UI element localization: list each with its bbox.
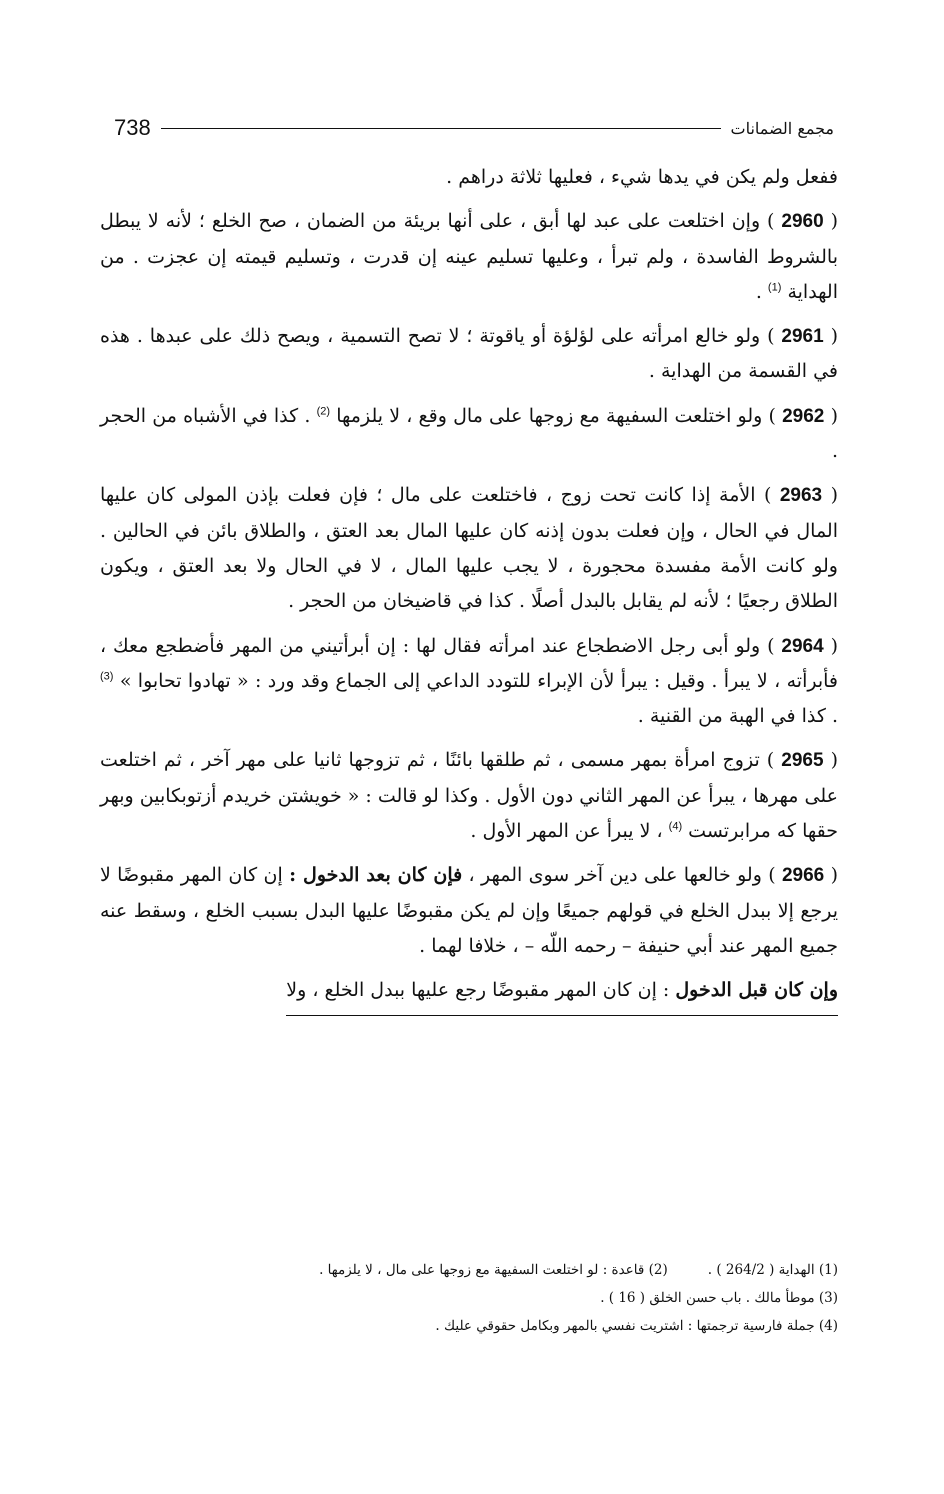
- footnote-1: (1) الهداية ( 264/2 ) .: [707, 1262, 838, 1278]
- paragraph: [100, 160, 838, 195]
- footnote-3: (3) موطأ مالك . باب حسن الخلق ( 16 ) .: [600, 1290, 838, 1306]
- paragraph-text: ففعل ولم يكن في يدها شيء ، فعليها ثلاثة دراهم .: [446, 166, 838, 188]
- footnote-row: [100, 1256, 838, 1284]
- paragraph-text-end: . كذا في الأشباه من الحجر .: [100, 404, 838, 463]
- footnote-row: [100, 1312, 838, 1340]
- paragraph-2962: ( 2962 ) ولو اختلعت السفيهة مع زوجها على مال وقع ، لا يلزمها $^{(2)}$ . كذا في الأشباه من الحجر .: [100, 404, 838, 463]
- footnote-ref: (4): [668, 820, 683, 833]
- header-rule: [161, 128, 721, 129]
- paragraph-continued: [100, 973, 838, 1015]
- paragraph-text: الأمة إذا كانت تحت زوج ، فاختلعت على مال ؛ فإن فعلت بإذن المولى كان عليها المال في الحال ، وإن فعلت بدون إذنه كان عليها المال بعد العتق ، والطلاق بائن في الحالين . ولو كانت الأمة مفسدة محجورة ، لا يجب عليها المال ، لا في الحال ولا بعد العتق ، ويكون الطلاق رجعيًا ؛ لأنه لم يقابل بالبدل أصلًا . كذا في قاضيخان من الحجر .: [100, 484, 838, 613]
- paragraph-text: تزوج امرأة بمهر مسمى ، ثم طلقها بائنًا ، ثم تزوجها ثانيا على مهر آخر ، ثم اختلعت على مهرها ، يبرأ عن المهر الثاني دون الأول . وكذا لو قالت : « خويشتن خريدم أزتوبكابين وبهر حقها كه مرابرتست: [100, 749, 838, 843]
- paragraph-2960: ( 2960 ) وإن اختلعت على عبد لها أبق ، على أنها بريئة من الضمان ، صح الخلع ؛ لأنه لا يبطل بالشروط الفاسدة ، ولم تبرأ ، وعليها تسليم عينه إن قدرت ، وتسليم قيمته إن عجزت . من الهداية $^{(1)}$ .: [100, 210, 839, 303]
- footnote-2: (2) قاعدة : لو اختلعت السفيهة مع زوجها على مال ، لا يلزمها .: [319, 1262, 668, 1278]
- paragraph-number: 2966: [781, 865, 825, 887]
- paragraph-2961: ( 2961 ) ولو خالع امرأته على لؤلؤة أو ياقوتة ؛ لا تصح التسمية ، ويصح ذلك على عبدها . هذه في القسمة من الهداية .: [100, 325, 838, 383]
- paragraph-text: ولو اختلعت السفيهة مع زوجها على مال وقع ، لا يلزمها: [336, 404, 763, 427]
- footnotes: [100, 1256, 838, 1340]
- paragraph-text-end: ، لا يبرأ عن المهر الأول .: [470, 820, 663, 843]
- footnote-4: (4) جملة فارسية ترجمتها : اشتريت نفسي بالمهر وبكامل حقوقي عليك .: [435, 1318, 838, 1334]
- footnote-ref: (1): [767, 281, 782, 294]
- page-number: 738: [114, 115, 151, 140]
- running-title: مجمع الضمانات: [730, 118, 834, 138]
- bold-phrase: وإن كان قبل الدخول: [675, 979, 838, 1002]
- body-text: [100, 160, 838, 1016]
- paragraph-number: 2960: [781, 211, 824, 233]
- paragraph-number: 2962: [782, 405, 825, 427]
- paragraph-2964: ( 2964 ) ولو أبى رجل الاضطجاع عند امرأته فقال لها : إن أبرأتيني من المهر فأضطجع معك ، فأبرأته ، لا يبرأ . وقيل : يبرأ لأن الإبراء للتودد الداعي إلى الجماع وقد ورد : « تهادوا تحابوا » $^{(3)}$ . كذا في الهبة من القنية .: [100, 634, 838, 728]
- paragraph-2963: ( 2963 ) الأمة إذا كانت تحت زوج ، فاختلعت على مال ؛ فإن فعلت بإذن المولى كان عليها المال في الحال ، وإن فعلت بدون إذنه كان عليها المال بعد العتق ، والطلاق بائن في الحالين . ولو كانت الأمة مفسدة محجورة ، لا يجب عليها المال ، لا في الحال ولا بعد العتق ، ويكون الطلاق رجعيًا ؛ لأنه لم يقابل بالبدل أصلًا . كذا في قاضيخان من الحجر .: [100, 484, 838, 613]
- paragraph-2966: ( 2966 ) ولو خالعها على دين آخر سوى المهر ، فإن كان بعد الدخول : إن كان المهر مقبوضًا لا يرجع إلا ببدل الخلع في قولهم جميعًا وإن لم يكن مقبوضًا عليها البدل بسبب الخلع ، وسقط عنه جميع المهر عند أبي حنيفة – رحمه اللّه – ، خلافا لهما .: [100, 864, 838, 957]
- paragraph-number: 2965: [781, 750, 824, 772]
- paragraph-text: ولو أبى رجل الاضطجاع عند امرأته فقال لها : إن أبرأتيني من المهر فأضطجع معك ، فأبرأته ، لا يبرأ . وقيل : يبرأ لأن الإبراء للتودد الداعي إلى الجماع وقد ورد : « تهادوا تحابوا »: [100, 634, 838, 692]
- page-header: [100, 112, 838, 144]
- paragraph-text-end: إن كان المهر مقبوضًا لا يرجع إلا ببدل الخلع في قولهم جميعًا وإن لم يكن مقبوضًا عليها البدل بسبب الخلع ، وسقط عنه جميع المهر عند أبي حنيفة – رحمه اللّه – ، خلافا لهما .: [100, 864, 838, 957]
- paragraph-text: ولو خالعها على دين آخر سوى المهر ،: [468, 864, 762, 887]
- footnote-ref: (2): [316, 405, 331, 418]
- paragraph-number: 2964: [781, 635, 824, 657]
- paragraph-2965: ( 2965 ) تزوج امرأة بمهر مسمى ، ثم طلقها بائنًا ، ثم تزوجها ثانيا على مهر آخر ، ثم اختلعت على مهرها ، يبرأ عن المهر الثاني دون الأول . وكذا لو قالت : « خويشتن خريدم أزتوبكابين وبهر حقها كه مرابرتست $^{(4)}$ ، لا يبرأ عن المهر الأول .: [100, 749, 838, 843]
- paragraph-text: وإن اختلعت على عبد لها أبق ، على أنها بريئة من الضمان ، صح الخلع ؛ لأنه لا يبطل بالشروط الفاسدة ، ولم تبرأ ، وعليها تسليم عينه إن قدرت ، وتسليم قيمته إن عجزت . من الهداية: [100, 210, 838, 303]
- last-line: [286, 973, 838, 1015]
- paragraph-text-end: . كذا في الهبة من القنية .: [637, 705, 838, 728]
- bold-phrase: فإن كان بعد الدخول :: [289, 864, 463, 887]
- page-content: [100, 112, 838, 1016]
- paragraph-text: ولو خالع امرأته على لؤلؤة أو ياقوتة ؛ لا تصح التسمية ، ويصح ذلك على عبدها . هذه في القسمة من الهداية .: [100, 325, 838, 383]
- paragraph-text: : إن كان المهر مقبوضًا رجع عليها ببدل الخلع ، ولا: [286, 979, 670, 1002]
- footnote-row: [100, 1284, 838, 1312]
- paragraph-number: 2963: [779, 485, 823, 507]
- paragraph-text-end: .: [755, 280, 762, 303]
- paragraph-number: 2961: [781, 326, 824, 348]
- footnote-ref: (3): [100, 670, 114, 683]
